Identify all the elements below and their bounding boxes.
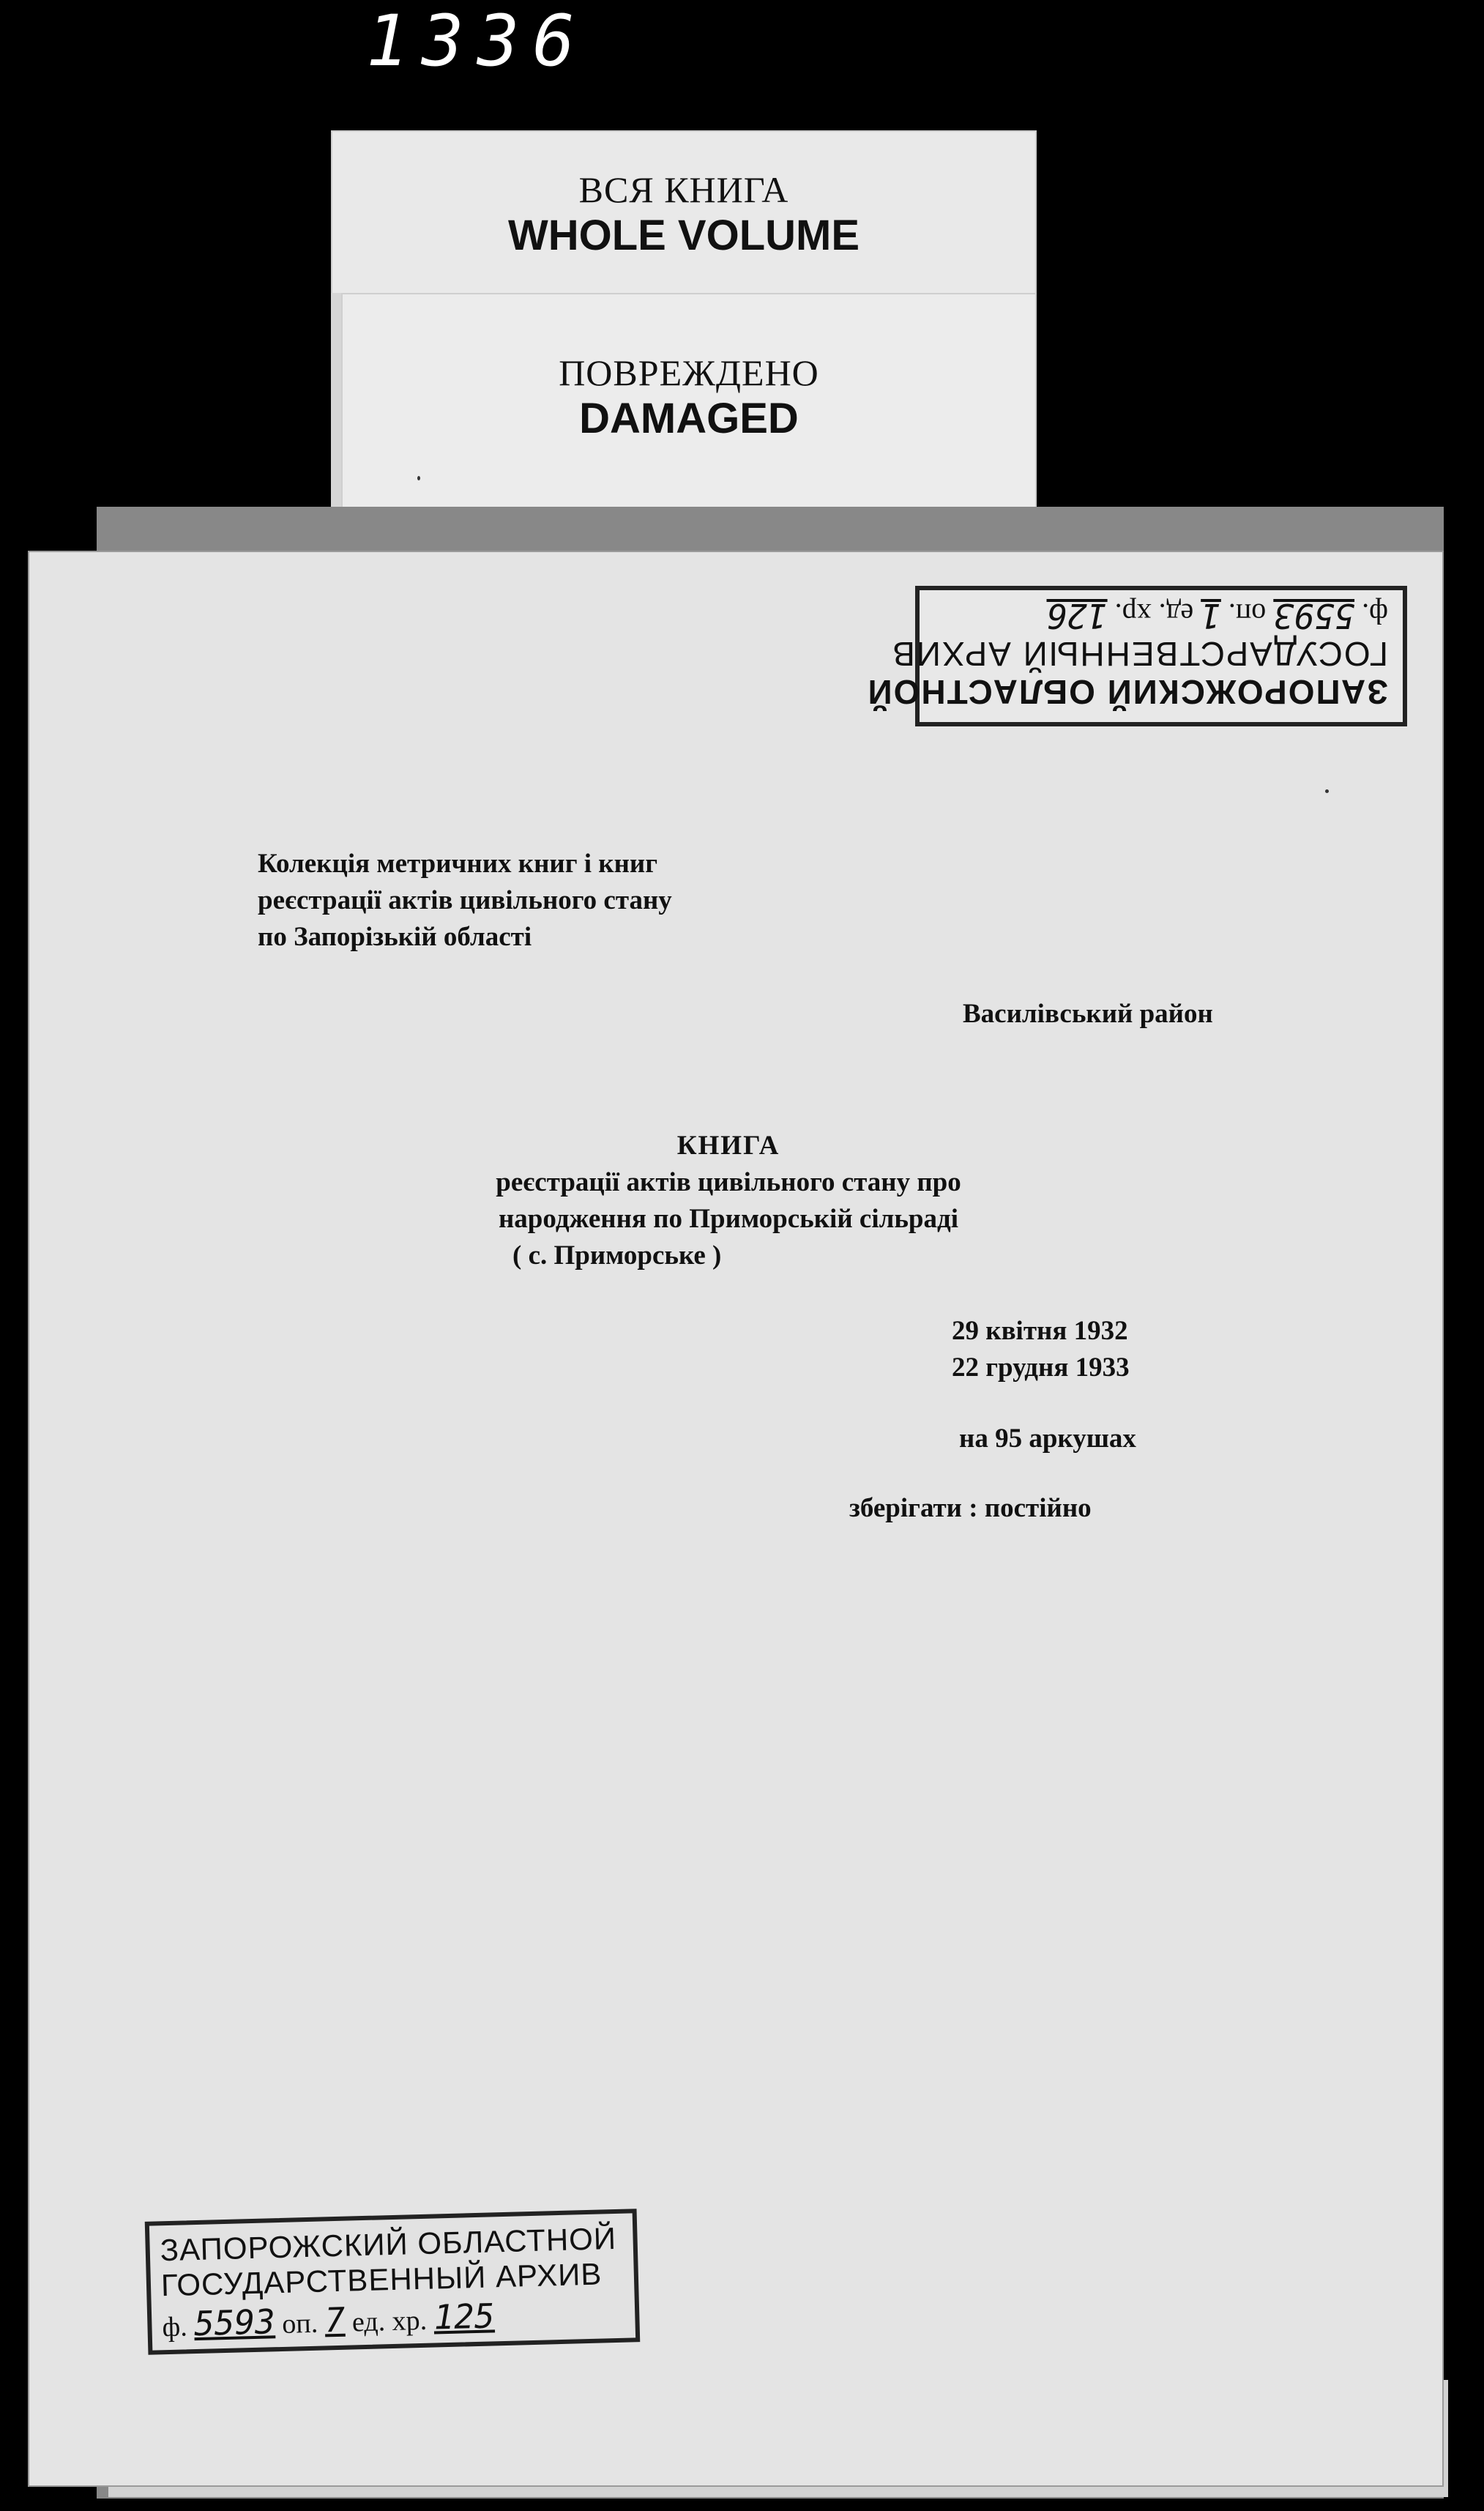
collection-line: реєстрації актів цивільного стану bbox=[258, 885, 672, 915]
stamp-bottom-fond: 5593 bbox=[193, 2302, 276, 2344]
collection-line: Колекція метричних книг і книг bbox=[258, 849, 658, 879]
damaged-label bbox=[331, 293, 1037, 513]
stamp-top-item-label: ед. хр. bbox=[1114, 598, 1194, 630]
district: Василівський район bbox=[963, 999, 1213, 1029]
whole-volume-en: WHOLE VOLUME bbox=[507, 212, 860, 259]
stamp-bottom-fond-label: ф. bbox=[161, 2311, 188, 2343]
stamp-bottom-item-label: ед. хр. bbox=[351, 2304, 428, 2338]
stamp-top-item: 126 bbox=[1046, 596, 1108, 636]
damaged-ru: ПОВРЕЖДЕНО bbox=[559, 352, 819, 393]
stamp-top-fond: 5593 bbox=[1273, 596, 1355, 636]
date-end: 22 грудня 1933 bbox=[952, 1353, 1130, 1383]
book-line: ( с. Приморське ) bbox=[512, 1240, 722, 1271]
book-title: КНИГА bbox=[676, 1131, 780, 1161]
stamp-top-opis-label: оп. bbox=[1228, 598, 1267, 630]
book-title-block bbox=[410, 1128, 1047, 1274]
book-line: реєстрації актів цивільного стану про bbox=[496, 1167, 961, 1197]
stamp-bottom-item: 125 bbox=[433, 2296, 496, 2337]
archive-stamp-top bbox=[866, 586, 1407, 726]
paper-speck bbox=[417, 476, 420, 480]
stamp-bottom-line1: ЗАПОРОЖСКИЙ ОБЛАСТНОЙ bbox=[160, 2220, 617, 2268]
book-line: народження по Приморській сільраді bbox=[498, 1204, 958, 1234]
stamp-top-opis: 1 bbox=[1201, 596, 1221, 636]
stamp-bottom-opis-label: оп. bbox=[281, 2307, 318, 2340]
cover-page bbox=[29, 552, 1442, 2485]
stamp-top-line1: ЗАПОРОЖСКИЙ ОБЛАСТНОЙ bbox=[866, 673, 1388, 711]
whole-volume-label bbox=[331, 130, 1037, 299]
retention-note: зберігати : постійно bbox=[849, 1493, 1092, 1523]
collection-line: по Запорізькій області bbox=[258, 922, 532, 952]
paper-speck bbox=[1325, 789, 1329, 793]
stamp-bottom-opis: 7 bbox=[324, 2299, 346, 2340]
whole-volume-ru: ВСЯ КНИГА bbox=[578, 169, 789, 210]
stamp-top-line2: ГОСУДАРСТВЕННЫЙ АРХИВ bbox=[891, 635, 1388, 673]
collection-heading bbox=[258, 846, 672, 956]
date-range bbox=[952, 1313, 1130, 1386]
stamp-top-line3 bbox=[1047, 596, 1388, 636]
stamp-bottom-line3 bbox=[162, 2296, 496, 2344]
stamp-bottom-line2: ГОСУДАРСТВЕННЫЙ АРХИВ bbox=[160, 2256, 603, 2303]
frame-number: 1336 bbox=[366, 0, 589, 82]
sheet-count: на 95 аркушах bbox=[959, 1424, 1136, 1454]
damaged-en: DAMAGED bbox=[579, 395, 799, 442]
archive-stamp-bottom bbox=[145, 2209, 641, 2355]
stamp-top-fond-label: ф. bbox=[1362, 598, 1388, 630]
date-start: 29 квітня 1932 bbox=[952, 1316, 1128, 1346]
